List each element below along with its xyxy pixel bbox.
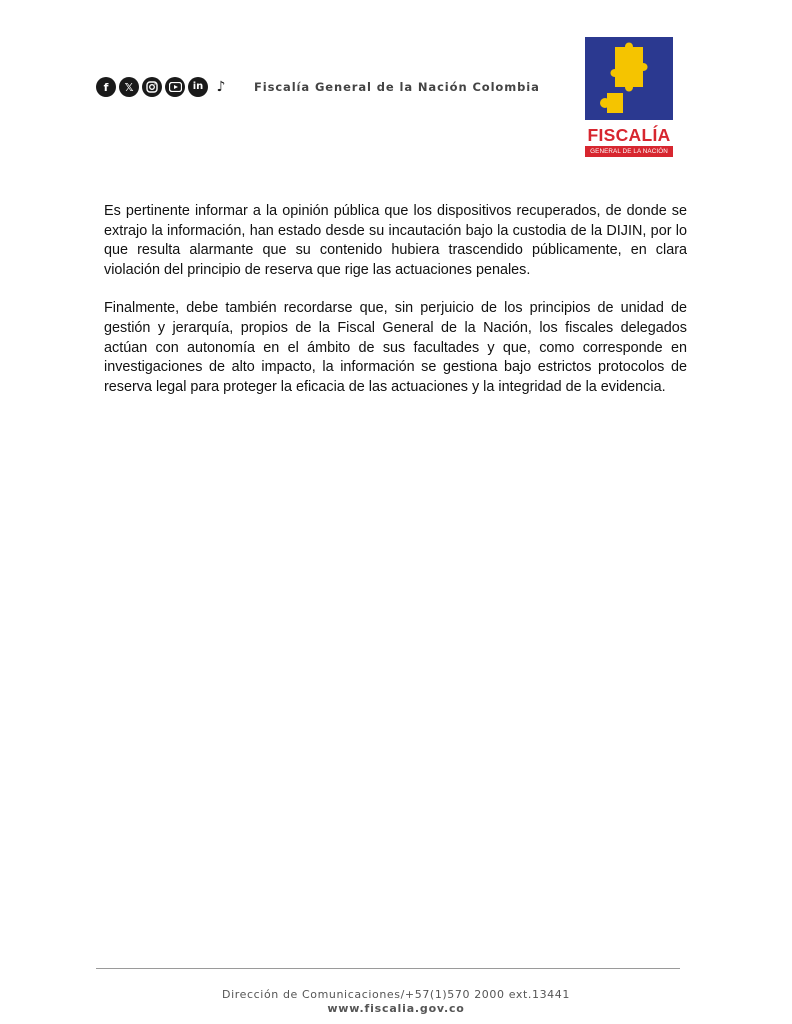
logo-box <box>585 37 673 120</box>
footer-divider <box>96 968 680 969</box>
instagram-icon[interactable] <box>142 77 162 97</box>
social-links <box>96 77 231 97</box>
paragraph-1: Es pertinente informar a la opinión pública que los dispositivos recuperados, de donde se extrajo la información, han estado desde su incautación bajo la custodia de la DIJIN, por lo que resulta alarmante que su contenido hubiera trascendido públicamente, en clara violación del principio de reserva que rige las actuaciones penales. <box>104 203 687 278</box>
logo-title: FISCALÍA <box>587 125 671 145</box>
fiscalia-logo <box>585 37 673 158</box>
document-body <box>104 202 687 416</box>
linkedin-icon[interactable]: in <box>188 77 208 97</box>
logo-subtitle: GENERAL DE LA NACIÓN <box>585 146 673 157</box>
puzzle-icon <box>585 37 673 120</box>
organization-name: Fiscalía General de la Nación Colombia <box>254 80 540 94</box>
footer-contact: Dirección de Comunicaciones/+57(1)570 2000 ext.13441 <box>222 988 570 1001</box>
youtube-icon[interactable] <box>165 77 185 97</box>
x-icon[interactable]: 𝕏 <box>119 77 139 97</box>
facebook-icon[interactable]: f <box>96 77 116 97</box>
footer-website[interactable]: www.fiscalia.gov.co <box>327 1002 465 1015</box>
tiktok-icon[interactable]: ♪ <box>211 77 231 97</box>
paragraph-2: Finalmente, debe también recordarse que, sin perjuicio de los principios de unidad de gestión y jerarquía, propios de la Fiscal General de la Nación, los fiscales delegados actúan con autonomía en el ámbito de sus facultades y que, como corresponde en investigaciones de alto impacto, la información se gestiona bajo estrictos protocolos de reserva legal para proteger la eficacia de las actuaciones y la integridad de la evidencia. <box>104 300 687 395</box>
